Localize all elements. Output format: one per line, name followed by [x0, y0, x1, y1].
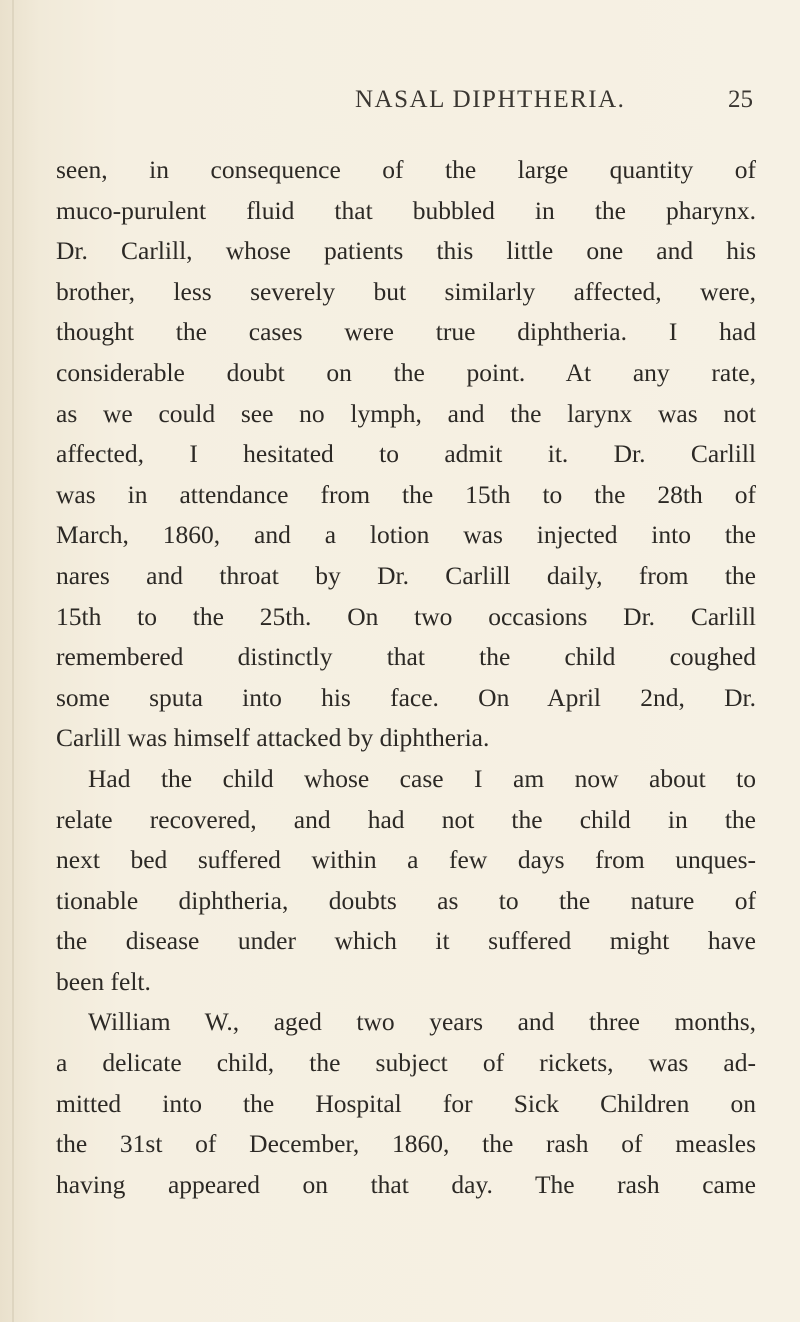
text-line: considerable doubt on the point. At any rate,	[56, 357, 756, 387]
text-line: March, 1860, and a lotion was injected into the	[56, 520, 756, 550]
text-line: tionable diphtheria, doubts as to the nature of	[56, 885, 756, 915]
text-line: relate recovered, and had not the child in the	[56, 804, 756, 834]
text-line: some sputa into his face. On April 2nd, Dr.	[56, 682, 756, 712]
text-line: been felt.	[56, 966, 151, 996]
text-line: 15th to the 25th. On two occasions Dr. Carlill	[56, 601, 756, 631]
text-line: remembered distinctly that the child coughed	[56, 642, 756, 672]
paragraph-start-line: William W., aged two years and three months,	[88, 1007, 756, 1037]
body-text	[56, 150, 756, 1205]
text-line: mitted into the Hospital for Sick Children on	[56, 1088, 756, 1118]
running-head: NASAL DIPHTHERIA.	[355, 86, 626, 113]
text-line: next bed suffered within a few days from unques-	[56, 845, 756, 875]
page-gutter	[12, 0, 14, 1322]
text-line: the disease under which it suffered might have	[56, 926, 756, 956]
text-line: as we could see no lymph, and the larynx was not	[56, 398, 756, 428]
paragraph-start-line: Had the child whose case I am now about to	[88, 763, 756, 793]
text-line: brother, less severely but similarly affected, were,	[56, 276, 756, 306]
text-line: a delicate child, the subject of rickets, was ad-	[56, 1048, 756, 1078]
text-line: was in attendance from the 15th to the 28th of	[56, 479, 756, 509]
page-number: 25	[728, 86, 753, 113]
text-line: Dr. Carlill, whose patients this little one and his	[56, 236, 756, 266]
text-line: nares and throat by Dr. Carlill daily, from the	[56, 560, 756, 590]
text-line: muco-purulent fluid that bubbled in the pharynx.	[56, 195, 756, 225]
text-line: thought the cases were true diphtheria. I had	[56, 317, 756, 347]
text-line: affected, I hesitated to admit it. Dr. Carlill	[56, 439, 756, 469]
text-line: seen, in consequence of the large quantity of	[56, 155, 756, 184]
text-line: the 31st of December, 1860, the rash of measles	[56, 1129, 756, 1159]
text-line: having appeared on that day. The rash came	[56, 1169, 756, 1199]
page-header	[0, 86, 800, 126]
text-line: Carlill was himself attacked by diphtheria.	[56, 723, 490, 753]
